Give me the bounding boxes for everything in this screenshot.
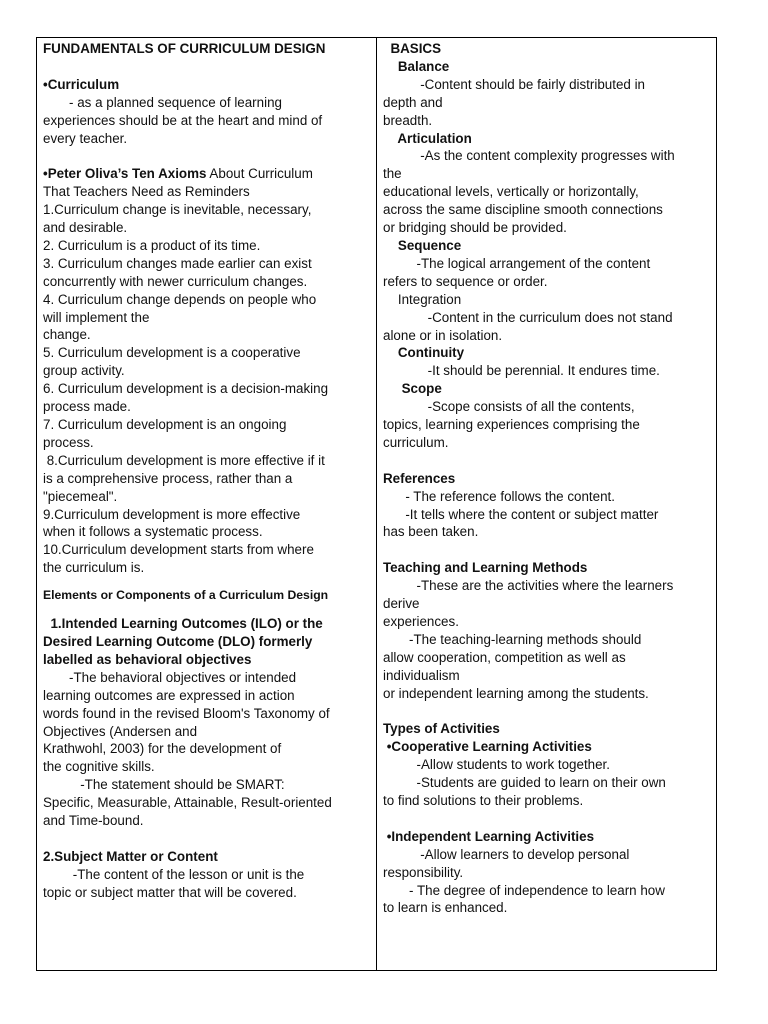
curriculum-heading: •Curriculum	[43, 76, 120, 92]
text-line: 8.Curriculum development is more effective if it	[43, 452, 325, 468]
text-line: to learn is enhanced.	[383, 900, 508, 916]
articulation-heading: Articulation	[383, 130, 472, 146]
sequence-heading: Sequence	[383, 237, 462, 253]
text-line: "piecemeal".	[43, 488, 118, 504]
subject-matter-body	[43, 866, 370, 902]
text-line: -The teaching-learning methods should	[383, 631, 642, 647]
text-line: -These are the activities where the learners	[383, 578, 674, 594]
oliva-heading-rest: About Curriculum	[206, 166, 313, 182]
text-line: topic or subject matter that will be covered.	[43, 884, 297, 900]
text-line: breadth.	[383, 112, 433, 128]
text-line: the cognitive skills.	[43, 759, 155, 775]
text-line: 2. Curriculum is a product of its time.	[43, 237, 261, 253]
text-line: -It should be perennial. It endures time.	[383, 363, 660, 379]
text-line: educational levels, vertically or horizontally,	[383, 184, 639, 200]
text-line: experiences.	[383, 613, 459, 629]
references-body	[383, 488, 710, 542]
text-line: or bridging should be provided.	[383, 220, 567, 236]
independent-body	[383, 846, 710, 918]
text-line: depth and	[383, 94, 443, 110]
text-line: -Content in the curriculum does not stand	[383, 309, 673, 325]
ilo-heading	[43, 615, 370, 669]
references-heading: References	[383, 470, 456, 486]
text-line: or independent learning among the students.	[383, 685, 649, 701]
text-line: -Allow learners to develop personal	[383, 846, 630, 862]
text-line: alone or in isolation.	[383, 327, 503, 343]
types-heading: Types of Activities	[383, 721, 500, 737]
text-line: process.	[43, 434, 94, 450]
curriculum-definition	[43, 94, 370, 148]
text-line: -The content of the lesson or unit is the	[43, 866, 305, 882]
text-line: process made.	[43, 399, 131, 415]
text-line: derive	[383, 596, 420, 612]
text-line: curriculum.	[383, 434, 449, 450]
oliva-heading	[43, 165, 370, 183]
text-line: every teacher.	[43, 130, 128, 146]
text-line: labelled as behavioral objectives	[43, 651, 252, 667]
text-line: will implement the	[43, 309, 150, 325]
text-line: -Scope consists of all the contents,	[383, 399, 635, 415]
methods-body	[383, 577, 710, 702]
text-line: -As the content complexity progresses with	[383, 148, 675, 164]
methods-heading: Teaching and Learning Methods	[383, 560, 588, 576]
text-line: Desired Learning Outcome (DLO) formerly	[43, 633, 313, 649]
text-line: individualism	[383, 667, 460, 683]
left-column	[37, 38, 377, 970]
continuity-body	[383, 362, 710, 380]
text-line: to find solutions to their problems.	[383, 793, 584, 809]
text-line: 10.Curriculum development starts from where	[43, 542, 314, 558]
text-line: - The reference follows the content.	[383, 488, 615, 504]
text-line: 1.Curriculum change is inevitable, necessary,	[43, 202, 312, 218]
text-line: -The statement should be SMART:	[43, 777, 285, 793]
text-line: -The logical arrangement of the content	[383, 255, 651, 271]
text-line: allow cooperation, competition as well as	[383, 649, 626, 665]
text-line: across the same discipline smooth connections	[383, 202, 663, 218]
text-line: -Students are guided to learn on their own	[383, 775, 666, 791]
oliva-heading-bold: •Peter Oliva’s Ten Axioms	[43, 166, 207, 182]
text-line: -The behavioral objectives or intended	[43, 669, 297, 685]
cooperative-heading: •Cooperative Learning Activities	[383, 739, 592, 755]
text-line: 7. Curriculum development is an ongoing	[43, 417, 287, 432]
text-line: 5. Curriculum development is a cooperative	[43, 345, 301, 361]
basics-heading: BASICS	[383, 41, 442, 56]
text-line: - as a planned sequence of learning	[43, 94, 282, 110]
text-line: Specific, Measurable, Attainable, Result-oriented	[43, 795, 332, 811]
ilo-body	[43, 669, 370, 830]
text-line: learning outcomes are expressed in action	[43, 687, 295, 703]
text-line: Krathwohl, 2003) for the development of	[43, 741, 282, 757]
text-line: concurrently with newer curriculum changes.	[43, 273, 308, 289]
text-line: 1.Intended Learning Outcomes (ILO) or the	[43, 616, 323, 632]
independent-heading: •Independent Learning Activities	[383, 828, 595, 844]
balance-heading: Balance	[383, 58, 450, 74]
integration-heading: Integration	[383, 291, 462, 307]
text-line: 6. Curriculum development is a decision-making	[43, 381, 329, 397]
oliva-heading-line2: That Teachers Need as Reminders	[43, 184, 250, 200]
text-line: when it follows a systematic process.	[43, 524, 263, 540]
text-line: has been taken.	[383, 524, 479, 540]
axioms-list	[43, 201, 370, 577]
text-line: words found in the revised Bloom's Taxonomy of	[43, 705, 330, 721]
text-line: the curriculum is.	[43, 560, 145, 576]
text-line: topics, learning experiences comprising the	[383, 417, 640, 433]
elements-heading: Elements or Components of a Curriculum Design	[43, 588, 329, 603]
right-column	[377, 38, 716, 970]
text-line: -Allow students to work together.	[383, 757, 610, 773]
text-line: 9.Curriculum development is more effective	[43, 506, 301, 522]
text-line: 4. Curriculum change depends on people who	[43, 291, 317, 307]
scope-body	[383, 398, 710, 452]
text-line: Objectives (Andersen and	[43, 723, 198, 739]
integration-body	[383, 309, 710, 345]
sequence-body	[383, 255, 710, 291]
cooperative-body	[383, 756, 710, 810]
continuity-heading: Continuity	[383, 345, 465, 361]
text-line: change.	[43, 327, 91, 343]
text-line: -It tells where the content or subject matter	[383, 506, 659, 522]
text-line: the	[383, 166, 402, 182]
text-line: -Content should be fairly distributed in	[383, 76, 645, 92]
text-line: experiences should be at the heart and mind of	[43, 112, 323, 128]
articulation-body	[383, 147, 710, 237]
text-line: group activity.	[43, 363, 125, 379]
text-line: is a comprehensive process, rather than a	[43, 470, 293, 486]
text-line: - The degree of independence to learn how	[383, 882, 665, 898]
text-line: and desirable.	[43, 220, 128, 236]
text-line: 3. Curriculum changes made earlier can exist	[43, 255, 312, 271]
text-line: and Time-bound.	[43, 813, 144, 829]
scope-heading: Scope	[383, 381, 442, 397]
text-line: responsibility.	[383, 864, 464, 880]
subject-matter-heading: 2.Subject Matter or Content	[43, 848, 218, 864]
document-table	[36, 37, 717, 971]
balance-body	[383, 76, 710, 130]
document-title: FUNDAMENTALS OF CURRICULUM DESIGN	[43, 41, 326, 56]
text-line: refers to sequence or order.	[383, 273, 548, 289]
